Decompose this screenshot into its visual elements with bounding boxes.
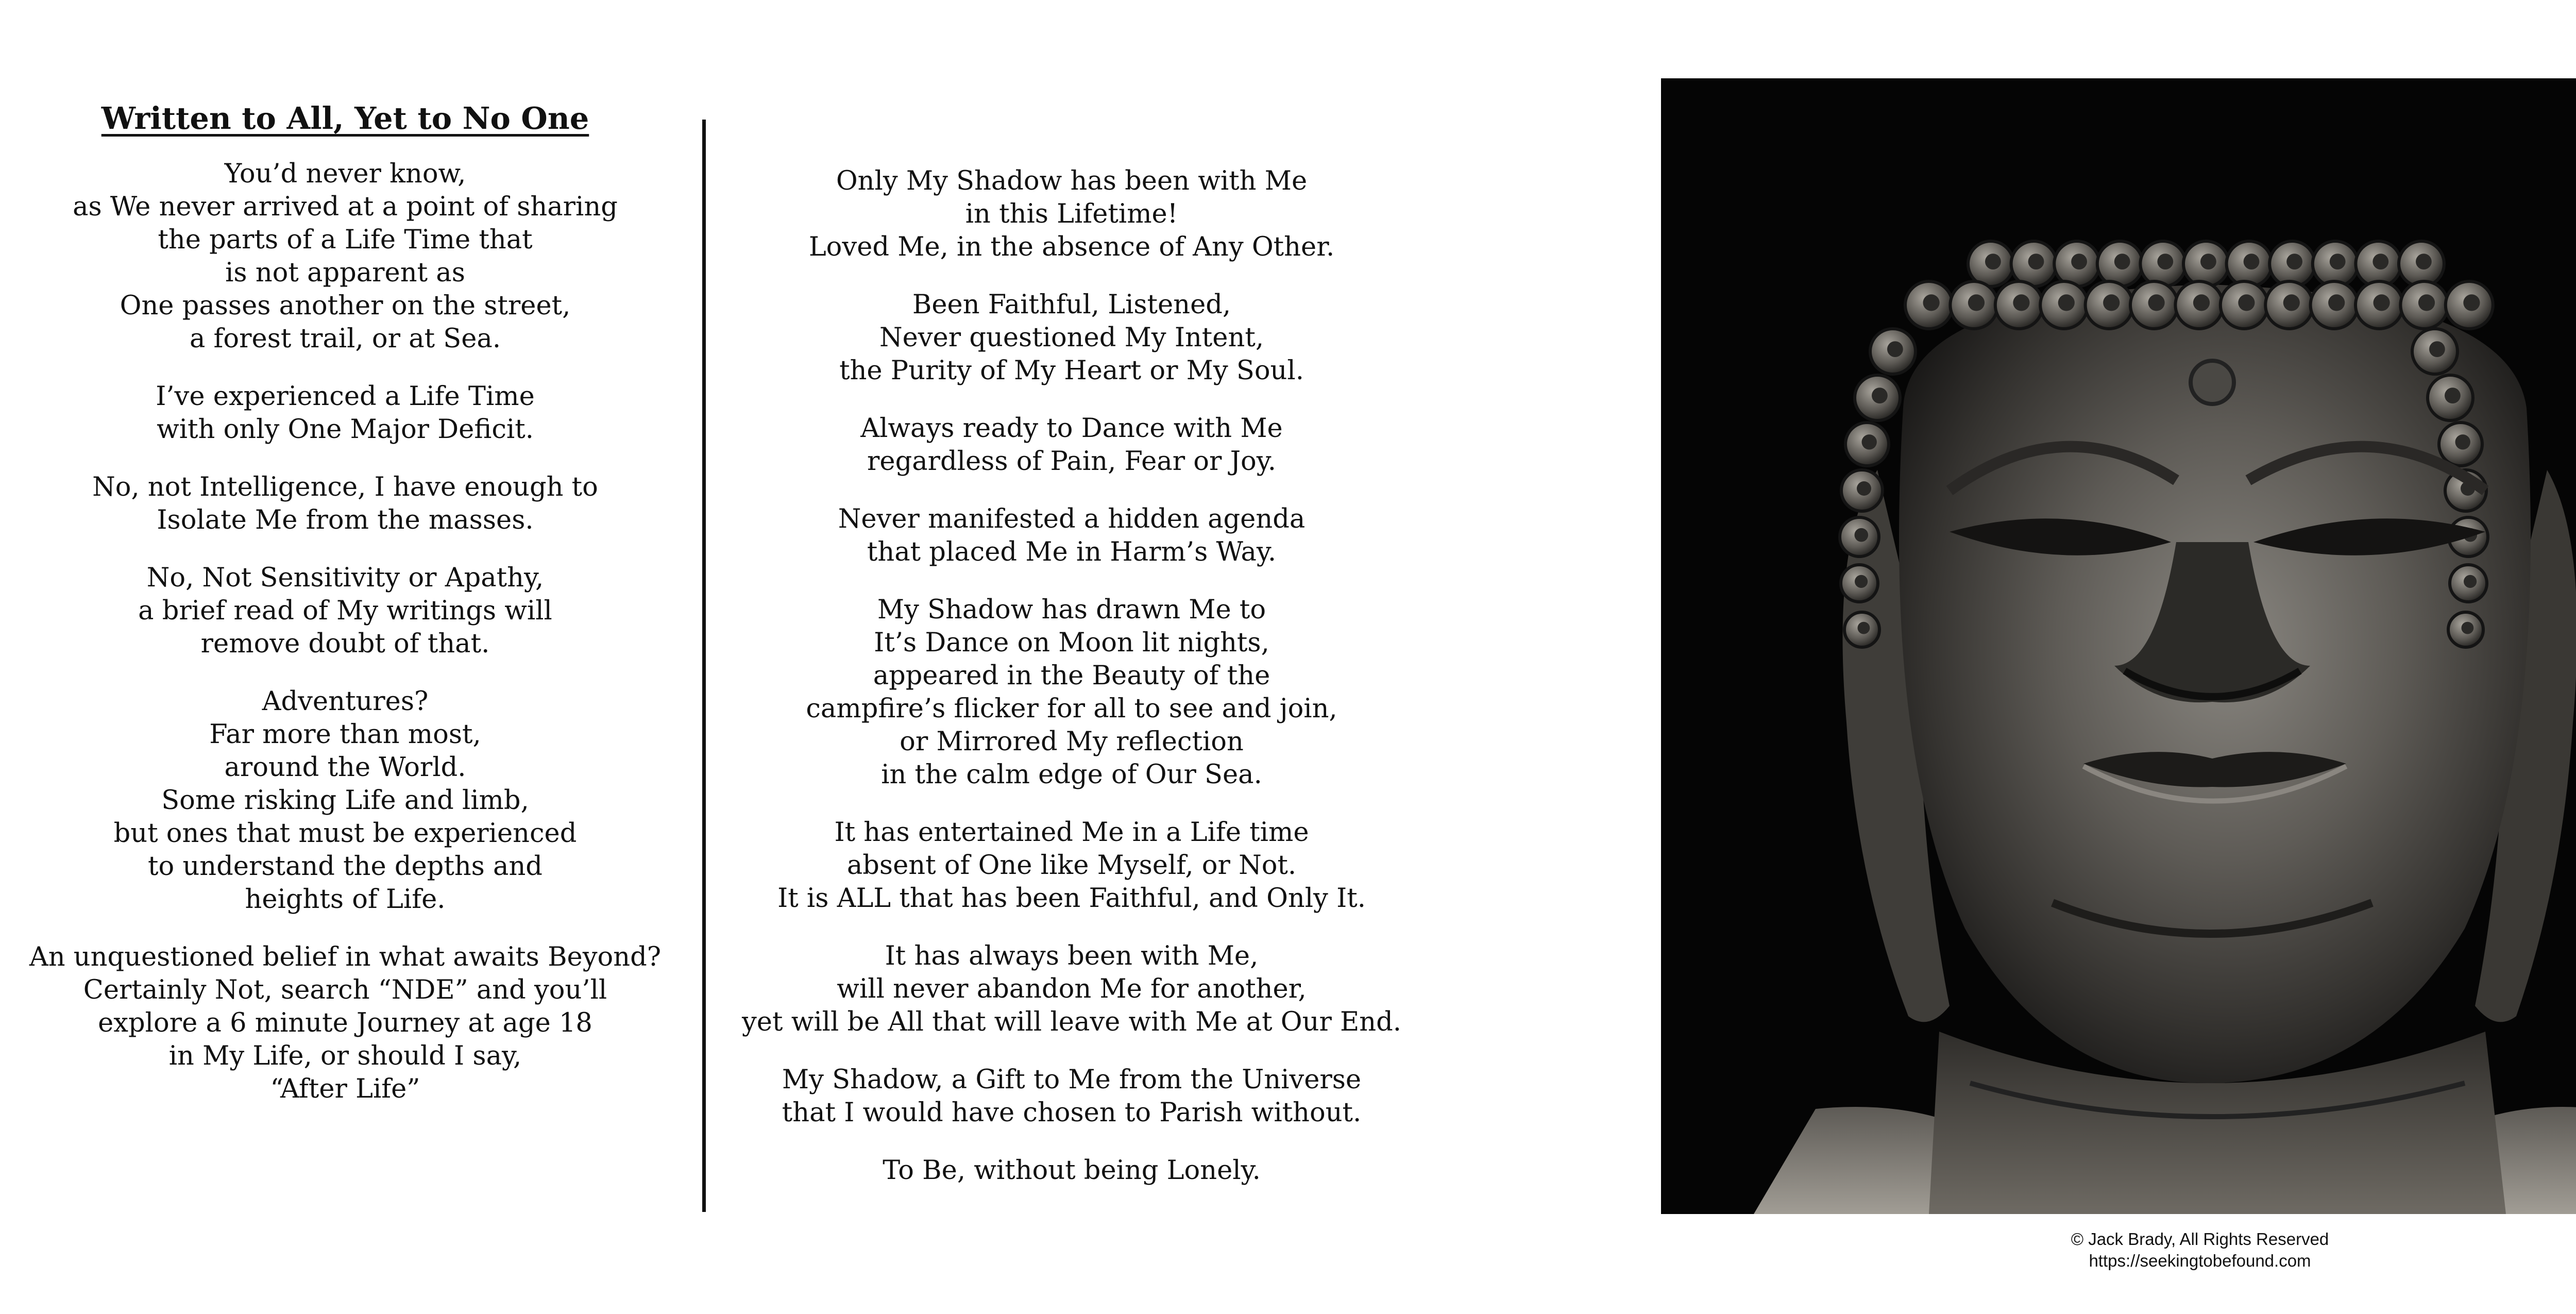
poem-line: You’d never know,	[224, 158, 466, 189]
stanza	[721, 165, 1422, 264]
poem-line: It is ALL that has been Faithful, and Only It.	[777, 883, 1366, 914]
poem-title: Written to All, Yet to No One	[101, 100, 589, 136]
stanza	[721, 503, 1422, 569]
poem-line: Adventures?	[262, 686, 429, 717]
poem-line: with only One Major Deficit.	[157, 414, 534, 445]
poem-line: Loved Me, in the absence of Any Other.	[808, 232, 1335, 262]
poem-line: Been Faithful, Listened,	[912, 290, 1231, 320]
stanza	[721, 1154, 1422, 1187]
poem-line: Never manifested a hidden agenda	[838, 504, 1306, 534]
buddha-statue-icon	[1661, 78, 2576, 1214]
poem-line: Far more than most,	[209, 719, 481, 750]
poem-line: No, not Intelligence, I have enough to	[92, 471, 598, 502]
left-stanzas	[21, 158, 670, 1106]
poem-line: the parts of a Life Time that	[158, 224, 533, 255]
poem-line: Never questioned My Intent,	[879, 323, 1264, 353]
poem-line: My Shadow, a Gift to Me from the Universe	[782, 1065, 1362, 1095]
poem-line: heights of Life.	[245, 884, 446, 915]
poem-line: that I would have chosen to Parish without.	[782, 1098, 1362, 1128]
stanza	[721, 816, 1422, 915]
stanza	[721, 412, 1422, 478]
poem-line: No, Not Sensitivity or Apathy,	[146, 562, 544, 593]
column-divider	[702, 120, 706, 1212]
stanza	[21, 158, 670, 356]
poem-line: Isolate Me from the masses.	[157, 504, 534, 535]
stanza	[21, 471, 670, 537]
poem-line: Some risking Life and limb,	[161, 785, 529, 816]
poem-line: absent of One like Myself, or Not.	[846, 850, 1297, 881]
poem-line: It has always been with Me,	[885, 941, 1259, 971]
copyright-text: © Jack Brady, All Rights Reserved	[2071, 1229, 2329, 1249]
poem-line: campfire’s flicker for all to see and join,	[806, 694, 1337, 724]
poem-line: that placed Me in Harm’s Way.	[867, 537, 1277, 567]
poem-left-column	[21, 100, 670, 1131]
stanza	[721, 289, 1422, 388]
poem-line: My Shadow has drawn Me to	[877, 595, 1266, 625]
poem-line: To Be, without being Lonely.	[883, 1155, 1261, 1186]
poem-line: a forest trail, or at Sea.	[189, 323, 501, 354]
poem-line: regardless of Pain, Fear or Joy.	[867, 446, 1276, 477]
poem-line: Only My Shadow has been with Me	[836, 166, 1308, 196]
poem-line: as We never arrived at a point of sharing	[73, 191, 618, 222]
poem-line: around the World.	[224, 752, 466, 783]
poem-line: is not apparent as	[225, 257, 465, 288]
stanza	[721, 1064, 1422, 1130]
poem-line: remove doubt of that.	[200, 628, 490, 659]
website-url: https://seekingtobefound.com	[2089, 1251, 2311, 1270]
poem-line: Always ready to Dance with Me	[860, 413, 1283, 444]
poem-line: It has entertained Me in a Life time	[834, 817, 1309, 848]
poem-line: or Mirrored My reflection	[900, 727, 1244, 757]
poem-line: “After Life”	[270, 1073, 420, 1104]
poem-line: It’s Dance on Moon lit nights,	[874, 628, 1269, 658]
poem-line: but ones that must be experienced	[113, 818, 577, 849]
poem-right-column	[721, 165, 1422, 1212]
poem-line: in this Lifetime!	[965, 199, 1178, 229]
poem-line: will never abandon Me for another,	[837, 974, 1307, 1004]
stanza	[21, 941, 670, 1106]
poem-line: in the calm edge of Our Sea.	[881, 760, 1262, 790]
poem-line: An unquestioned belief in what awaits Beyond?	[29, 941, 662, 972]
stanza	[21, 562, 670, 661]
poem-line: to understand the depths and	[148, 851, 543, 882]
poem-line: I’ve experienced a Life Time	[156, 381, 535, 412]
poem-line: appeared in the Beauty of the	[873, 661, 1270, 691]
poem-line: yet will be All that will leave with Me at Our End.	[742, 1007, 1401, 1037]
poem-line: explore a 6 minute Journey at age 18	[98, 1007, 592, 1038]
stanza	[21, 380, 670, 446]
buddha-statue-photo	[1661, 78, 2576, 1214]
poem-line: Certainly Not, search “NDE” and you’ll	[83, 974, 607, 1005]
stanza	[721, 594, 1422, 791]
photo-caption	[1661, 1228, 2576, 1272]
poem-line: a brief read of My writings will	[138, 595, 552, 626]
stanza	[21, 685, 670, 916]
stanza	[721, 940, 1422, 1039]
poem-line: in My Life, or should I say,	[168, 1040, 522, 1071]
poem-line: One passes another on the street,	[120, 290, 571, 321]
right-stanzas	[721, 165, 1422, 1187]
poem-line: the Purity of My Heart or My Soul.	[839, 356, 1304, 386]
